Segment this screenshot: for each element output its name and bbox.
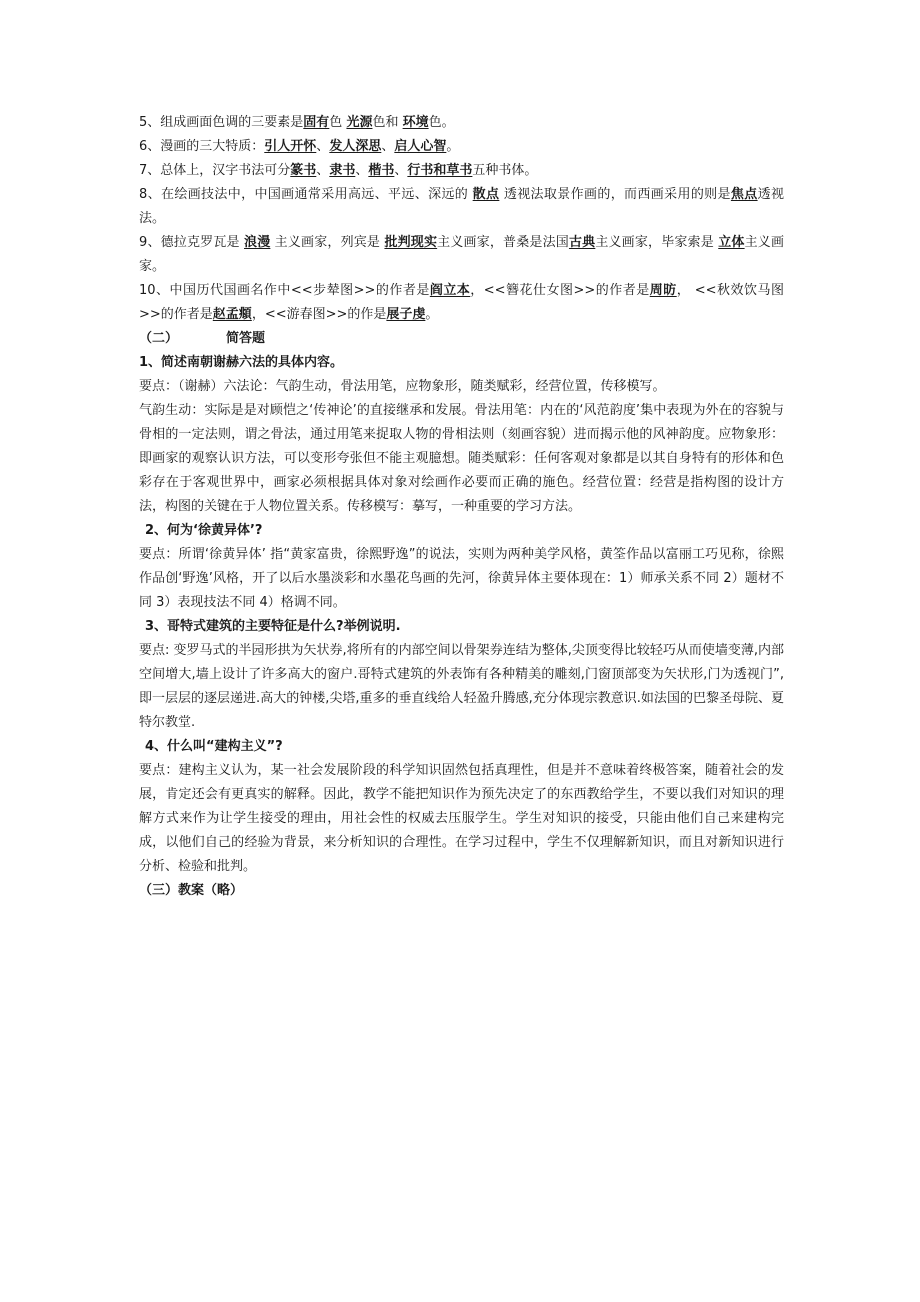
fill-question-9: [139, 231, 784, 279]
question-text: 。: [446, 139, 460, 154]
fill-question-5: [139, 111, 784, 135]
question-text: 、: [381, 139, 395, 154]
fill-question-8: [139, 183, 784, 231]
question-text: 五种书体。: [472, 163, 538, 178]
question-text: 8、在绘画技法中，中国画通常采用高远、平远、深远的: [139, 187, 473, 202]
question-text: 6、漫画的三大特质：: [139, 139, 265, 154]
document-page: [139, 111, 784, 903]
answer: 光源: [346, 115, 373, 130]
answer: 篆书: [290, 163, 317, 178]
section-number: （二）: [139, 331, 179, 346]
question-text: 主义画家，普桑是法国: [437, 235, 569, 250]
answer: 发人深思: [329, 139, 382, 154]
answer: 楷书: [368, 163, 395, 178]
answer: 固有: [303, 115, 330, 130]
question-text: 、: [394, 163, 408, 178]
question-text: 主义画家，列宾是: [270, 235, 385, 250]
question-title-4: 4、什么叫“建构主义”?: [145, 739, 283, 754]
answer: 展子虔: [386, 307, 426, 322]
answer-paragraph: 要点：建构主义认为，某一社会发展阶段的科学知识固然包括真理性，但是并不意味着终极答案，随着社会的发展，肯定还会有更真实的解释。因此，教学不能把知识作为预先决定了的东西教给学生，不要以我们对知识的理解方式来作为让学生接受的理由，用社会性的权威去压服学生。学生对知识的接受，只能由他们自己来建构完成，以他们自己的经验为背景，来分析知识的合理性。在学习过程中，学生不仅理解新知识，而且对新知识进行分析、检验和批判。: [139, 763, 784, 874]
question-text: ， <<秋效饮马图>>的作者是: [139, 283, 785, 322]
answer: 赵孟頫: [212, 307, 252, 322]
question-title-3: 3、哥特式建筑的主要特征是什么?举例说明.: [145, 619, 401, 634]
answer: 阎立本: [429, 283, 471, 298]
answer: 隶书: [329, 163, 356, 178]
question-text: 、: [316, 139, 330, 154]
answer: 散点: [472, 187, 500, 202]
question-text: 主义画家。: [139, 235, 784, 274]
question-text: 色。: [428, 115, 455, 130]
question-text: ，<<簪花仕女图>>的作者是: [470, 283, 650, 298]
question-text: ，<<游春图>>的作是: [251, 307, 387, 322]
answer: 立体: [718, 235, 745, 250]
answer: 焦点: [730, 187, 758, 202]
question-text: 。: [425, 307, 439, 322]
question-title-1: 1、简述南朝谢赫六法的具体内容。: [139, 355, 344, 370]
section-heading-3: （三）教案（略）: [139, 883, 244, 898]
answer: 环境: [402, 115, 429, 130]
answer: 启人心智: [394, 139, 447, 154]
answer: 行书和草书: [407, 163, 473, 178]
question-text: 9、德拉克罗瓦是: [139, 235, 245, 250]
question-text: 5、组成画面色调的三要素是: [139, 115, 304, 130]
question-text: 色和: [372, 115, 403, 130]
question-text: 透视法。: [139, 187, 784, 226]
question-text: 7、总体上，汉字书法可分: [139, 163, 291, 178]
question-title-2: 2、何为‘徐黄异体’?: [145, 523, 263, 538]
section-heading-2: [139, 327, 784, 351]
answer: 周昉: [649, 283, 677, 298]
section-title: 简答题: [226, 331, 266, 346]
fill-question-10: [139, 279, 784, 327]
answer: 古典: [568, 235, 596, 250]
question-text: 主义画家，毕家索是: [595, 235, 719, 250]
answer: 引人开怀: [264, 139, 317, 154]
answer-paragraph: 要点：（谢赫）六法论：气韵生动，骨法用笔，应物象形，随类赋彩，经营位置，传移模写。: [139, 379, 666, 394]
question-text: 10、中国历代国画名作中<<步辇图>>的作者是: [139, 283, 430, 298]
question-text: 、: [316, 163, 330, 178]
answer-paragraph: 要点：所谓‘徐黄异体’ 指“黄家富贵，徐熙野逸”的说法，实则为两种美学风格，黄筌作品以富丽工巧见称，徐熙作品创‘野逸’风格，开了以后水墨淡彩和水墨花鸟画的先河，徐黄异体主要体现在：1）师承关系不同 2）题材不同 3）表现技法不同 4）格调不同。: [139, 547, 784, 610]
question-text: 、: [355, 163, 369, 178]
answer-paragraph: 气韵生动：实际是是对顾恺之‘传神论’的直接继承和发展。骨法用笔：内在的‘风范韵度’集中表现为外在的容貌与骨相的一定法则，谓之骨法，通过用笔来捉取人物的骨相法则（刻画容貌）进而揭示他的风神韵度。应物象形：即画家的观察认识方法，可以变形夸张但不能主观臆想。随类赋彩：任何客观对象都是以其自身特有的形体和色彩存在于客观世界中，画家必须根据具体对象对绘画作必要而正确的施色。经营位置：经营是指构图的设计方法，构图的关键在于人物位置关系。传移模写：摹写，一种重要的学习方法。: [139, 403, 784, 514]
question-text: 透视法取景作画的，而西画采用的则是: [499, 187, 731, 202]
question-text: 色: [329, 115, 347, 130]
answer: 批判现实: [384, 235, 438, 250]
fill-question-7: [139, 159, 784, 183]
fill-question-6: [139, 135, 784, 159]
answer: 浪漫: [244, 235, 271, 250]
answer-paragraph: 要点: 变罗马式的半园形拱为矢状券,将所有的内部空间以骨架券连结为整体,尖顶变得比较轻巧从而使墙变薄,内部空间增大,墙上设计了许多高大的窗户.哥特式建筑的外表饰有各种精美的雕刻,门窗顶部变为矢状形,门为透视门”,即一层层的逐层递进.高大的钟楼,尖塔,重多的垂直线给人轻盈升腾感,充分体现宗教意识.如法国的巴黎圣母院、夏特尔教堂.: [139, 643, 784, 730]
